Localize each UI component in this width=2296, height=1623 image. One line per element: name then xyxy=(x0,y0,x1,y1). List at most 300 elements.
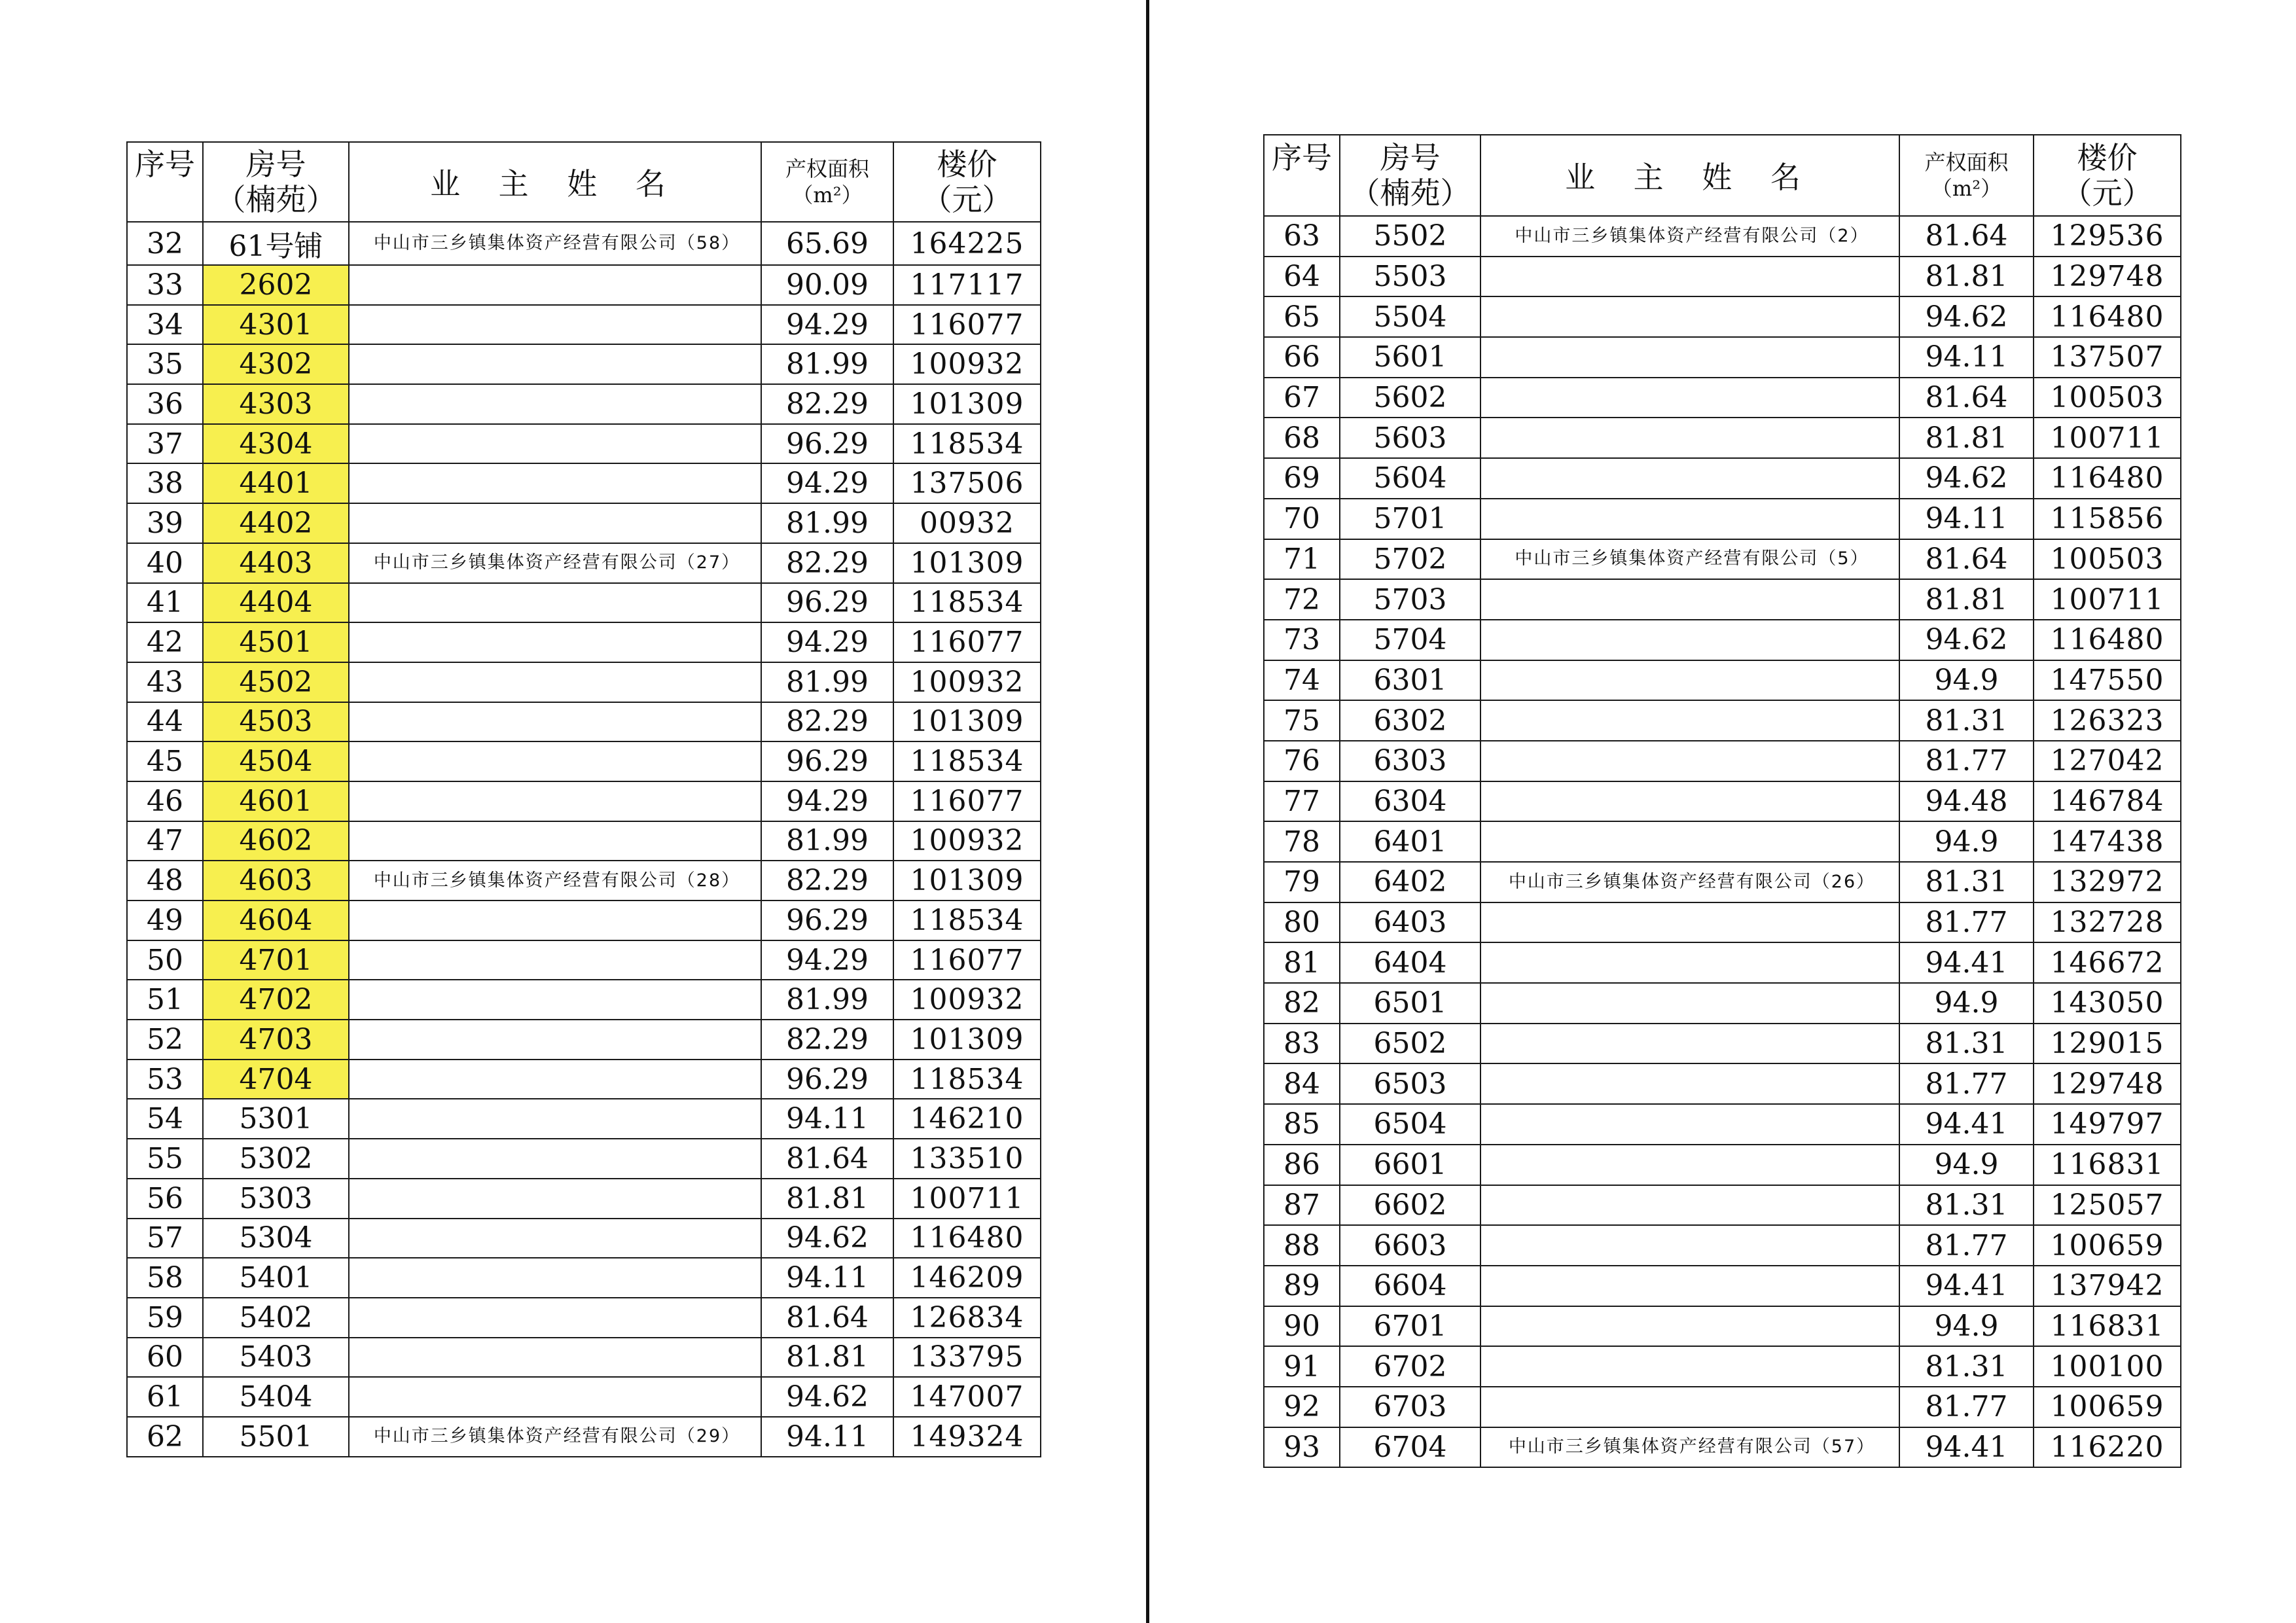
owner-cell-text xyxy=(553,950,557,970)
owner-cell-text xyxy=(1688,427,1692,448)
owner-cell xyxy=(1480,499,1899,539)
price-cell xyxy=(2034,1104,2181,1145)
table-row xyxy=(1264,741,2181,781)
seq-cell-text: 90 xyxy=(1283,1309,1320,1343)
owner-cell xyxy=(349,821,761,861)
seq-cell-text: 70 xyxy=(1283,502,1320,536)
price-cell xyxy=(2034,418,2181,458)
table-row xyxy=(1264,579,2181,620)
room-cell xyxy=(1340,337,1480,378)
price-cell xyxy=(2034,458,2181,499)
seq-cell xyxy=(127,821,203,861)
area-cell xyxy=(1899,1346,2034,1387)
room-cell-text: 6501 xyxy=(1373,986,1447,1020)
area-cell xyxy=(1899,257,2034,297)
seq-cell xyxy=(1264,1306,1340,1347)
area-cell-text: 94.11 xyxy=(1925,340,2008,374)
owner-cell-text xyxy=(553,314,557,334)
room-cell xyxy=(1340,378,1480,418)
price-cell xyxy=(893,305,1041,345)
owner-cell xyxy=(349,662,761,702)
room-cell-text: 4703 xyxy=(239,1022,313,1056)
room-cell xyxy=(203,265,349,305)
owner-cell xyxy=(349,901,761,940)
room-cell-text: 6601 xyxy=(1373,1148,1447,1182)
owner-cell xyxy=(349,543,761,583)
area-cell-text: 81.81 xyxy=(1925,260,2008,294)
area-cell-text: 94.29 xyxy=(786,626,869,660)
area-cell xyxy=(1899,1427,2034,1468)
owner-cell-text: 中山市三乡镇集体资产经营有限公司（28） xyxy=(373,870,741,891)
owner-cell-text xyxy=(553,632,557,652)
room-cell xyxy=(203,1020,349,1060)
room-cell xyxy=(1340,458,1480,499)
table-row xyxy=(1264,660,2181,701)
area-cell-text: 96.29 xyxy=(786,903,869,937)
price-cell-text: 117117 xyxy=(910,268,1024,302)
area-cell xyxy=(761,222,893,265)
table-row xyxy=(127,1298,1041,1338)
area-cell xyxy=(1899,579,2034,620)
room-cell-text: 4303 xyxy=(239,387,313,421)
room-cell-text: 5604 xyxy=(1373,461,1447,495)
owner-cell-text xyxy=(553,1188,557,1208)
room-cell-text: 2602 xyxy=(239,268,313,302)
price-cell xyxy=(893,702,1041,742)
room-cell xyxy=(203,384,349,424)
area-cell xyxy=(1899,216,2034,257)
area-cell-text: 81.81 xyxy=(786,1181,869,1215)
owner-cell xyxy=(349,1139,761,1179)
price-cell-text: 129015 xyxy=(2050,1027,2164,1061)
seq-cell xyxy=(1264,579,1340,620)
area-cell-text: 94.41 xyxy=(1925,946,2008,980)
area-cell-text: 81.64 xyxy=(1925,542,2008,576)
owner-cell xyxy=(349,781,761,821)
header-room: 房号 （楠苑） xyxy=(1340,135,1480,216)
table-row xyxy=(1264,257,2181,297)
room-cell xyxy=(1340,781,1480,822)
table-row xyxy=(1264,1063,2181,1104)
price-cell xyxy=(2034,983,2181,1024)
table-row xyxy=(1264,499,2181,539)
room-cell-text: 6302 xyxy=(1373,704,1447,738)
room-cell xyxy=(1340,902,1480,943)
room-cell-text: 6704 xyxy=(1373,1430,1447,1464)
table-row xyxy=(1264,700,2181,741)
seq-cell xyxy=(1264,378,1340,418)
owner-cell-text: 中山市三乡镇集体资产经营有限公司（58） xyxy=(373,233,741,253)
seq-cell-text: 73 xyxy=(1283,623,1320,657)
left-ledger-table xyxy=(126,141,1041,1457)
left-page xyxy=(0,0,1144,1623)
seq-cell xyxy=(1264,418,1340,458)
room-cell xyxy=(203,1338,349,1378)
table-row xyxy=(127,821,1041,861)
price-cell-text: 164225 xyxy=(910,226,1024,260)
area-cell-text: 81.99 xyxy=(786,506,869,540)
area-cell xyxy=(1899,660,2034,701)
room-cell-text: 5503 xyxy=(1373,260,1447,294)
table-row xyxy=(127,622,1041,662)
price-cell-text: 101309 xyxy=(910,546,1024,580)
seq-cell xyxy=(127,222,203,265)
owner-cell xyxy=(349,702,761,742)
area-cell-text: 94.41 xyxy=(1925,1269,2008,1303)
seq-cell xyxy=(1264,660,1340,701)
seq-cell xyxy=(127,1417,203,1457)
owner-cell-text xyxy=(553,751,557,772)
room-cell xyxy=(203,1298,349,1338)
owner-cell-text xyxy=(553,1228,557,1248)
owner-cell-text xyxy=(553,1109,557,1129)
owner-cell xyxy=(1480,1185,1899,1226)
table-row xyxy=(1264,620,2181,660)
room-cell xyxy=(1340,862,1480,902)
owner-cell xyxy=(1480,862,1899,902)
owner-cell xyxy=(1480,257,1899,297)
seq-cell-text: 58 xyxy=(147,1261,183,1295)
room-cell xyxy=(203,305,349,345)
area-cell xyxy=(1899,499,2034,539)
table-row xyxy=(1264,1427,2181,1468)
price-cell xyxy=(893,901,1041,940)
area-cell xyxy=(1899,296,2034,337)
seq-cell xyxy=(127,1377,203,1417)
area-cell-text: 96.29 xyxy=(786,586,869,620)
room-cell-text: 4302 xyxy=(239,348,313,382)
owner-cell xyxy=(349,305,761,345)
price-cell xyxy=(893,741,1041,781)
seq-cell xyxy=(1264,821,1340,862)
seq-cell-text: 72 xyxy=(1283,582,1320,616)
owner-cell xyxy=(1480,1387,1899,1427)
seq-cell xyxy=(1264,1387,1340,1427)
owner-cell xyxy=(349,424,761,464)
owner-cell xyxy=(1480,579,1899,620)
room-cell-text: 4502 xyxy=(239,665,313,699)
seq-cell-text: 71 xyxy=(1283,542,1320,576)
seq-cell-text: 75 xyxy=(1283,704,1320,738)
price-cell-text: 116077 xyxy=(910,626,1024,660)
room-cell-text: 4701 xyxy=(239,943,313,977)
room-cell xyxy=(203,463,349,503)
area-cell-text: 81.31 xyxy=(1925,865,2008,899)
owner-cell xyxy=(1480,1346,1899,1387)
area-cell xyxy=(761,980,893,1020)
area-cell xyxy=(761,1417,893,1457)
left-table-body xyxy=(127,222,1041,1457)
area-cell xyxy=(761,1020,893,1060)
price-cell xyxy=(2034,942,2181,983)
price-cell xyxy=(893,463,1041,503)
table-row xyxy=(1264,821,2181,862)
price-cell-text: 118534 xyxy=(910,427,1024,461)
room-cell xyxy=(203,222,349,265)
room-cell-text: 6502 xyxy=(1373,1027,1447,1061)
table-row xyxy=(127,1139,1041,1179)
area-cell xyxy=(1899,1145,2034,1185)
owner-cell xyxy=(1480,296,1899,337)
table-row xyxy=(127,222,1041,265)
area-cell xyxy=(761,861,893,901)
seq-cell-text: 62 xyxy=(147,1419,183,1454)
room-cell-text: 4401 xyxy=(239,467,313,501)
area-cell xyxy=(1899,539,2034,580)
table-row xyxy=(1264,983,2181,1024)
seq-cell xyxy=(1264,1225,1340,1266)
table-row xyxy=(1264,378,2181,418)
table-row xyxy=(127,1377,1041,1417)
owner-cell-text xyxy=(1688,468,1692,488)
owner-cell xyxy=(349,503,761,543)
owner-cell-text xyxy=(553,354,557,374)
price-cell-text: 116077 xyxy=(910,943,1024,977)
price-cell xyxy=(2034,1024,2181,1064)
seq-cell xyxy=(1264,781,1340,822)
room-cell-text: 6303 xyxy=(1373,744,1447,778)
table-row xyxy=(127,543,1041,583)
seq-cell xyxy=(127,1258,203,1298)
price-cell-text: 129748 xyxy=(2050,1067,2164,1101)
seq-cell-text: 78 xyxy=(1283,825,1320,859)
table-row xyxy=(1264,862,2181,902)
seq-cell-text: 39 xyxy=(147,506,183,540)
header-owner: 业 主 姓 名 xyxy=(349,142,761,222)
price-cell-text: 118534 xyxy=(910,586,1024,620)
seq-cell xyxy=(127,543,203,583)
room-cell-text: 5701 xyxy=(1373,502,1447,536)
seq-cell-text: 53 xyxy=(147,1062,183,1096)
owner-cell xyxy=(1480,741,1899,781)
room-cell-text: 4602 xyxy=(239,824,313,858)
seq-cell-text: 57 xyxy=(147,1221,183,1255)
price-cell-text: 149324 xyxy=(910,1419,1024,1454)
table-row xyxy=(1264,216,2181,257)
header-owner: 业 主 姓 名 xyxy=(1480,135,1899,216)
table-row xyxy=(127,424,1041,464)
price-cell xyxy=(2034,620,2181,660)
price-cell-text: 100711 xyxy=(2050,421,2164,455)
owner-cell-text xyxy=(1688,1114,1692,1134)
owner-cell-text xyxy=(1688,1154,1692,1175)
area-cell xyxy=(761,1338,893,1378)
owner-cell xyxy=(1480,1104,1899,1145)
seq-cell xyxy=(127,980,203,1020)
room-cell xyxy=(203,503,349,543)
seq-cell-text: 93 xyxy=(1283,1430,1320,1464)
seq-cell xyxy=(127,463,203,503)
price-cell xyxy=(2034,1427,2181,1468)
area-cell xyxy=(1899,1185,2034,1226)
table-row xyxy=(127,1179,1041,1219)
table-row xyxy=(127,901,1041,940)
seq-cell-text: 84 xyxy=(1283,1067,1320,1101)
owner-cell xyxy=(1480,942,1899,983)
owner-cell-text: 中山市三乡镇集体资产经营有限公司（27） xyxy=(373,552,741,573)
owner-cell xyxy=(349,1338,761,1378)
seq-cell-text: 89 xyxy=(1283,1269,1320,1303)
seq-cell-text: 74 xyxy=(1283,663,1320,697)
seq-cell-text: 87 xyxy=(1283,1188,1320,1222)
price-cell xyxy=(893,583,1041,623)
owner-cell-text xyxy=(553,1148,557,1168)
room-cell-text: 6304 xyxy=(1373,784,1447,818)
header-row xyxy=(127,142,1041,222)
price-cell xyxy=(2034,1063,2181,1104)
area-cell xyxy=(761,503,893,543)
price-cell xyxy=(2034,296,2181,337)
table-row xyxy=(127,1417,1041,1457)
price-cell xyxy=(893,222,1041,265)
area-cell xyxy=(1899,1266,2034,1306)
owner-cell xyxy=(349,1219,761,1258)
table-row xyxy=(1264,1225,2181,1266)
area-cell-text: 82.29 xyxy=(786,546,869,580)
area-cell-text: 65.69 xyxy=(786,226,869,260)
area-cell xyxy=(1899,821,2034,862)
seq-cell xyxy=(1264,1266,1340,1306)
room-cell-text: 5404 xyxy=(239,1380,313,1414)
seq-cell-text: 55 xyxy=(147,1141,183,1175)
area-cell xyxy=(761,940,893,980)
room-cell-text: 6401 xyxy=(1373,825,1447,859)
area-cell-text: 81.77 xyxy=(1925,1228,2008,1262)
seq-cell-text: 67 xyxy=(1283,381,1320,415)
table-row xyxy=(127,1060,1041,1099)
room-cell xyxy=(203,662,349,702)
area-cell xyxy=(761,384,893,424)
table-row xyxy=(127,980,1041,1020)
room-cell-text: 5504 xyxy=(1373,300,1447,334)
seq-cell-text: 36 xyxy=(147,387,183,421)
room-cell xyxy=(203,543,349,583)
seq-cell xyxy=(127,622,203,662)
room-cell-text: 4601 xyxy=(239,784,313,818)
price-cell-text: 143050 xyxy=(2050,986,2164,1020)
area-cell xyxy=(761,1179,893,1219)
owner-cell xyxy=(349,980,761,1020)
seq-cell-text: 54 xyxy=(147,1102,183,1136)
price-cell-text: 118534 xyxy=(910,745,1024,779)
owner-cell xyxy=(349,861,761,901)
price-cell-text: 149797 xyxy=(2050,1107,2164,1141)
room-cell xyxy=(203,1258,349,1298)
seq-cell-text: 69 xyxy=(1283,461,1320,495)
price-cell-text: 126834 xyxy=(910,1300,1024,1334)
area-cell xyxy=(761,463,893,503)
table-row xyxy=(1264,1024,2181,1064)
header-seq: 序号 xyxy=(1264,135,1340,216)
price-cell xyxy=(893,861,1041,901)
price-cell xyxy=(893,781,1041,821)
owner-cell-text xyxy=(1688,710,1692,730)
table-row xyxy=(1264,781,2181,822)
area-cell xyxy=(1899,741,2034,781)
owner-cell xyxy=(349,1258,761,1298)
seq-cell xyxy=(127,861,203,901)
area-cell-text: 96.29 xyxy=(786,745,869,779)
owner-cell-text xyxy=(553,1268,557,1288)
owner-cell xyxy=(349,384,761,424)
seq-cell xyxy=(127,265,203,305)
table-row xyxy=(1264,1306,2181,1347)
area-cell-text: 94.62 xyxy=(786,1221,869,1255)
seq-cell xyxy=(127,741,203,781)
area-cell-text: 94.41 xyxy=(1925,1430,2008,1464)
price-cell-text: 137506 xyxy=(910,467,1024,501)
table-row xyxy=(1264,1185,2181,1226)
room-cell xyxy=(1340,620,1480,660)
seq-cell xyxy=(127,1338,203,1378)
seq-cell-text: 66 xyxy=(1283,340,1320,374)
seq-cell-text: 82 xyxy=(1283,986,1320,1020)
area-cell-text: 81.31 xyxy=(1925,1027,2008,1061)
owner-cell xyxy=(349,940,761,980)
area-cell-text: 82.29 xyxy=(786,705,869,739)
seq-cell-text: 59 xyxy=(147,1300,183,1334)
header-price: 楼价 （元） xyxy=(2034,135,2181,216)
seq-cell xyxy=(1264,257,1340,297)
owner-cell-text xyxy=(1688,1033,1692,1054)
seq-cell-text: 52 xyxy=(147,1022,183,1056)
table-row xyxy=(127,384,1041,424)
area-cell xyxy=(1899,378,2034,418)
room-cell xyxy=(1340,539,1480,580)
price-cell xyxy=(893,1338,1041,1378)
price-cell xyxy=(893,940,1041,980)
area-cell-text: 94.62 xyxy=(1925,623,2008,657)
area-cell-text: 94.29 xyxy=(786,467,869,501)
price-cell-text: 146209 xyxy=(910,1261,1024,1295)
owner-cell-text xyxy=(1688,1315,1692,1336)
owner-cell-text xyxy=(1688,387,1692,408)
seq-cell xyxy=(127,1139,203,1179)
price-cell xyxy=(2034,781,2181,822)
room-cell-text: 5301 xyxy=(239,1102,313,1136)
room-cell xyxy=(1340,257,1480,297)
seq-cell xyxy=(1264,620,1340,660)
room-cell xyxy=(1340,499,1480,539)
room-cell xyxy=(203,980,349,1020)
seq-cell xyxy=(127,702,203,742)
owner-cell xyxy=(349,1099,761,1139)
seq-cell-text: 41 xyxy=(147,586,183,620)
price-cell xyxy=(2034,741,2181,781)
price-cell xyxy=(893,424,1041,464)
seq-cell-text: 86 xyxy=(1283,1148,1320,1182)
room-cell-text: 5304 xyxy=(239,1221,313,1255)
price-cell-text: 101309 xyxy=(910,387,1024,421)
price-cell xyxy=(2034,1225,2181,1266)
owner-cell-text xyxy=(1688,791,1692,811)
area-cell xyxy=(761,1060,893,1099)
area-cell xyxy=(761,1139,893,1179)
price-cell xyxy=(893,344,1041,384)
owner-cell xyxy=(349,265,761,305)
price-cell xyxy=(2034,257,2181,297)
owner-cell-text xyxy=(1688,630,1692,650)
owner-cell xyxy=(1480,1427,1899,1468)
price-cell xyxy=(893,1139,1041,1179)
table-row xyxy=(127,463,1041,503)
area-cell-text: 81.64 xyxy=(1925,219,2008,253)
price-cell xyxy=(893,980,1041,1020)
room-cell-text: 4604 xyxy=(239,903,313,937)
room-cell-text: 6503 xyxy=(1373,1067,1447,1101)
room-cell xyxy=(1340,1346,1480,1387)
room-cell-text: 4301 xyxy=(239,308,313,342)
